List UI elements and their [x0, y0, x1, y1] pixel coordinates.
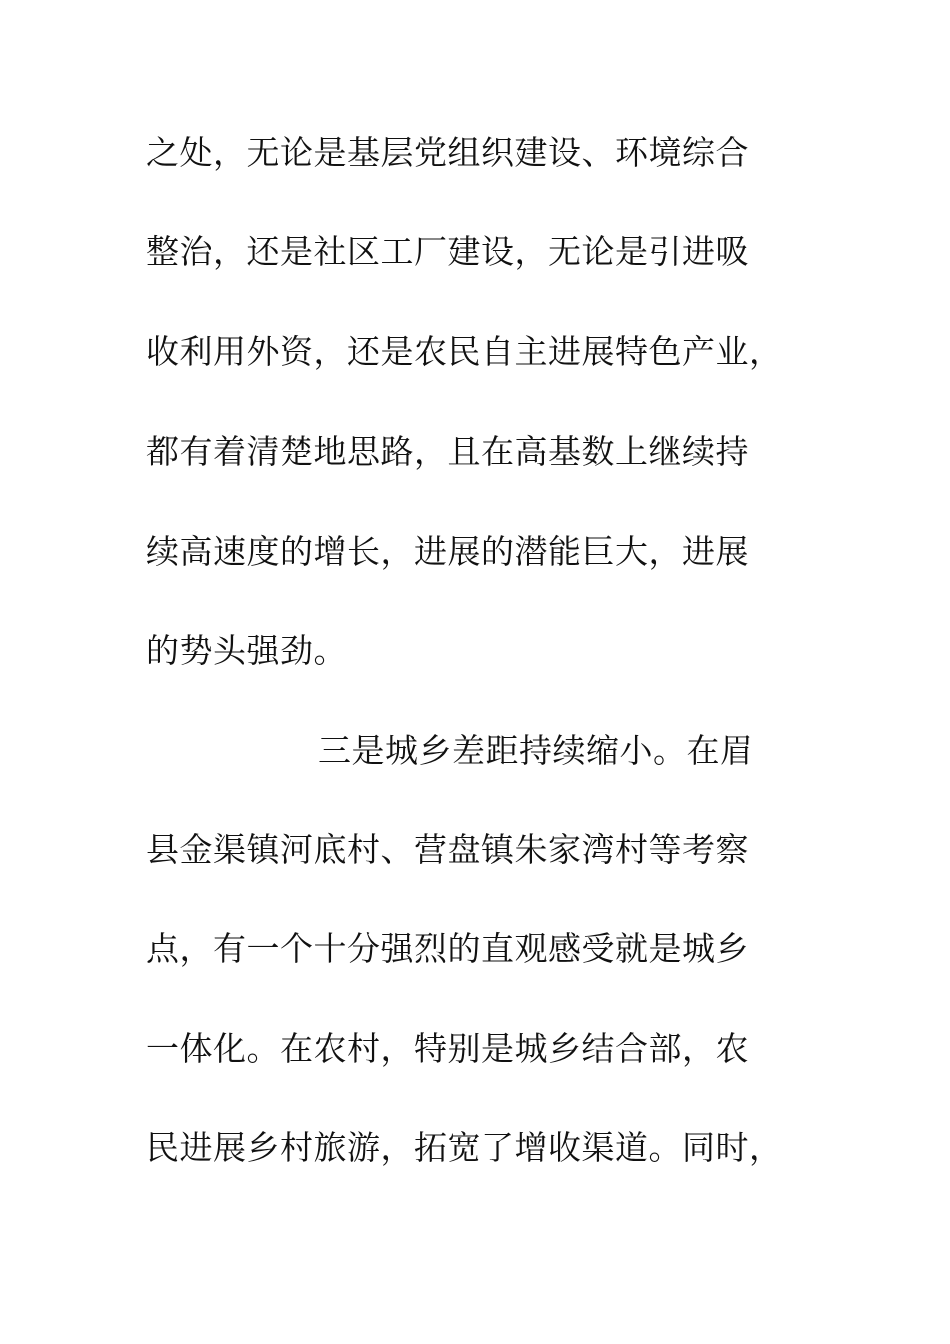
- paragraph-1-line-4: 都有着清楚地思路，且在高基数上继续持: [146, 432, 749, 471]
- paragraph-2-line-5: 民进展乡村旅游，拓宽了增收渠道。同时，: [146, 1128, 783, 1167]
- paragraph-1-line-3: 收利用外资，还是农民自主进展特色产业，: [146, 332, 783, 371]
- paragraph-2-line-3: 点，有一个十分强烈的直观感受就是城乡: [146, 929, 749, 968]
- paragraph-1-line-6: 的势头强劲。: [146, 631, 347, 670]
- paragraph-2-line-2: 县金渠镇河底村、营盘镇朱家湾村等考察: [146, 830, 749, 869]
- paragraph-2-line-4: 一体化。在农村，特别是城乡结合部，农: [146, 1029, 749, 1068]
- paragraph-1-line-2: 整治，还是社区工厂建设，无论是引进吸: [146, 232, 749, 271]
- paragraph-1-line-5: 续高速度的增长，进展的潜能巨大，进展: [146, 532, 749, 571]
- paragraph-2-line-1: 三是城乡差距持续缩小。在眉: [318, 731, 754, 770]
- paragraph-1-line-1: 之处，无论是基层党组织建设、环境综合: [146, 133, 749, 172]
